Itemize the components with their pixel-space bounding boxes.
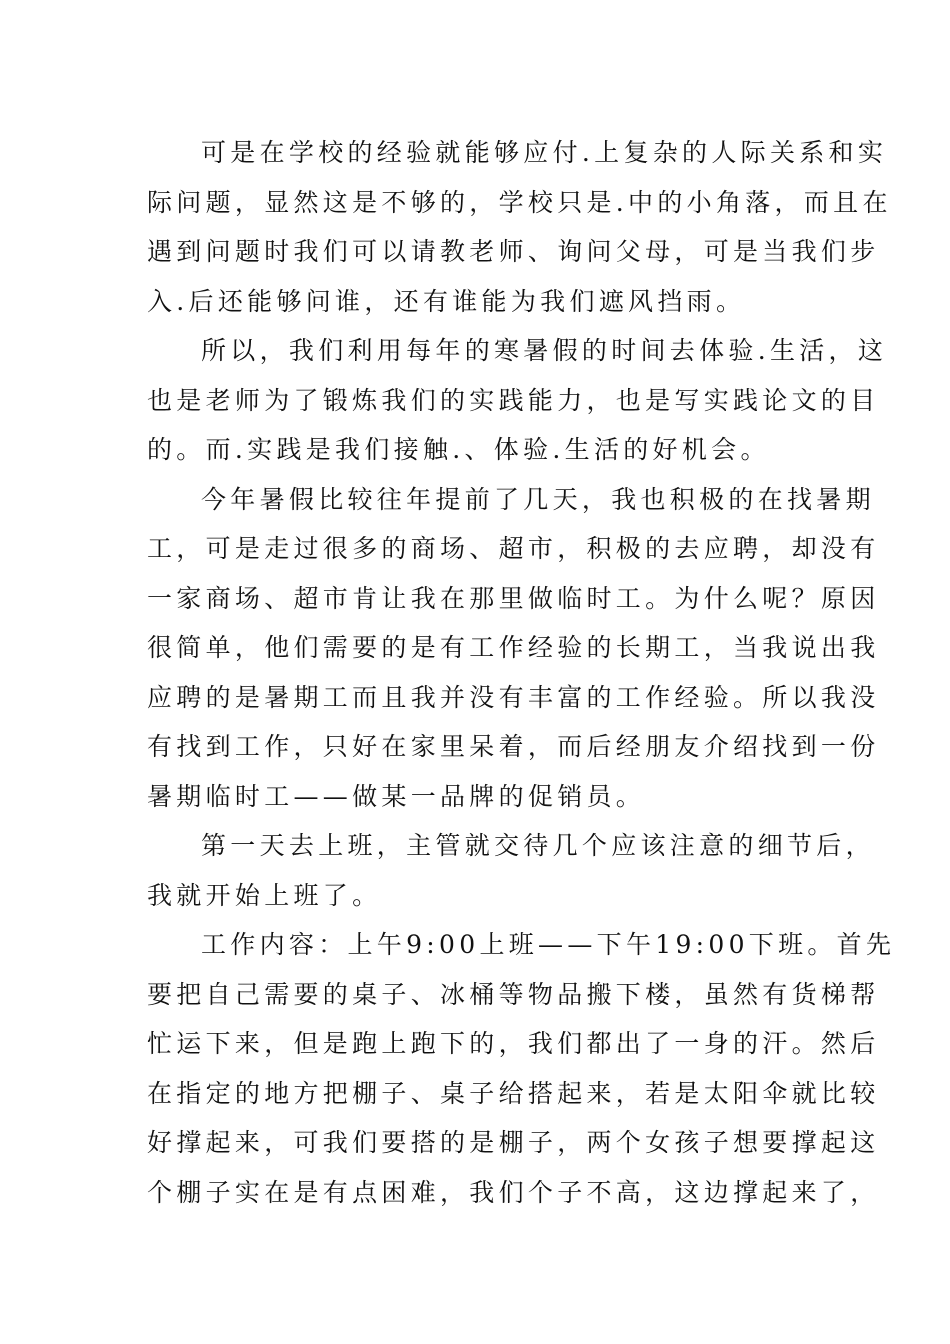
paragraph-3-line-7: 暑期临时工——做某一品牌的促销员。 xyxy=(147,781,646,811)
paragraph-4-line-1: 第一天去上班，主管就交待几个应该注意的细节后， xyxy=(201,831,875,860)
paragraph-3-line-5: 应聘的是暑期工而且我并没有丰富的工作经验。所以我没 xyxy=(147,682,880,712)
paragraph-5-line-1: 工作内容：上午9:00上班——下午19:00下班。首先 xyxy=(201,930,896,959)
paragraph-3-line-4: 很简单，他们需要的是有工作经验的长期工，当我说出我 xyxy=(147,633,880,662)
paragraph-5-line-2: 要把自己需要的桌子、冰桶等物品搬下楼，虽然有货梯帮 xyxy=(147,979,880,1009)
paragraph-2-line-2: 也是老师为了锻炼我们的实践能力，也是写实践论文的目 xyxy=(147,385,880,415)
paragraph-5-line-6: 个棚子实在是有点困难，我们个子不高，这边撑起来了， xyxy=(147,1177,880,1207)
paragraph-1-line-3: 遇到问题时我们可以请教老师、询问父母，可是当我们步 xyxy=(147,237,880,266)
paragraph-3-line-1: 今年暑假比较往年提前了几天，我也积极的在找暑期 xyxy=(201,484,875,514)
paragraph-3-line-6: 有找到工作，只好在家里呆着，而后经朋友介绍找到一份 xyxy=(147,732,880,761)
paragraph-3-line-3: 一家商场、超市肯让我在那里做临时工。为什么呢？原因 xyxy=(147,583,880,613)
paragraph-2-line-3: 的。而.实践是我们接触.、体验.生活的好机会。 xyxy=(147,435,770,464)
paragraph-3-line-2: 工，可是走过很多的商场、超市，积极的去应聘，却没有 xyxy=(147,534,880,563)
paragraph-5-line-4: 在指定的地方把棚子、桌子给搭起来，若是太阳伞就比较 xyxy=(147,1078,880,1108)
paragraph-1-line-2: 际问题，显然这是不够的，学校只是.中的小角落，而且在 xyxy=(147,187,892,217)
paragraph-2-line-1: 所以，我们利用每年的寒暑假的时间去体验.生活，这 xyxy=(201,336,888,365)
paragraph-5-line-5: 好撑起来，可我们要搭的是棚子，两个女孩子想要撑起这 xyxy=(147,1128,880,1157)
body-text xyxy=(147,128,896,1217)
paragraph-4-line-2: 我就开始上班了。 xyxy=(147,880,382,910)
paragraph-5-line-3: 忙运下来，但是跑上跑下的，我们都出了一身的汗。然后 xyxy=(147,1029,880,1058)
paragraph-1-line-1: 可是在学校的经验就能够应付.上复杂的人际关系和实 xyxy=(201,138,888,167)
paragraph-1-line-4: 入.后还能够问谁，还有谁能为我们遮风挡雨。 xyxy=(147,286,746,316)
